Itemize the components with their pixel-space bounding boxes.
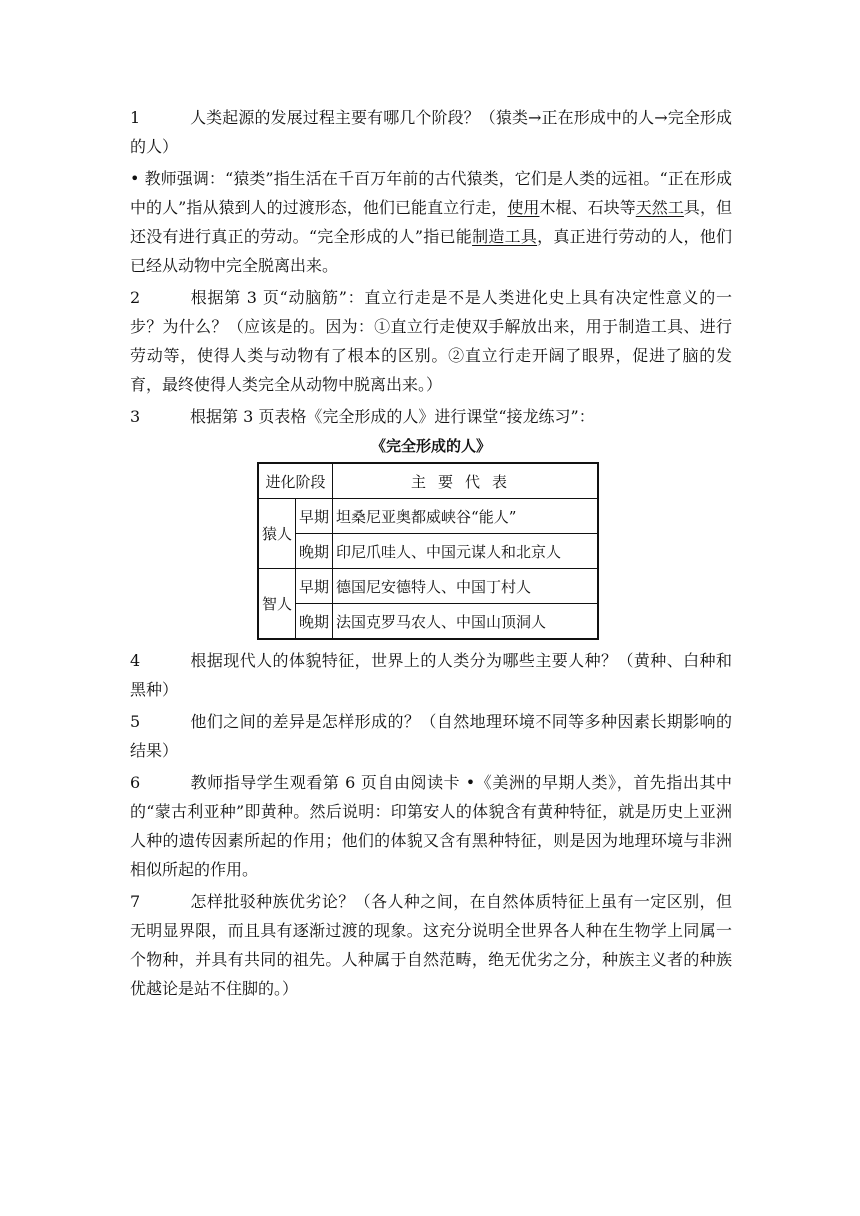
period-cell: 晚期 — [296, 604, 333, 640]
paragraph-number: 5 — [130, 712, 141, 731]
paragraph-number: 1 — [130, 108, 141, 127]
underlined-term: 制造工具 — [472, 227, 538, 246]
table-row — [258, 534, 598, 569]
underlined-term: 天然工 — [635, 198, 684, 217]
teacher-note — [130, 164, 732, 280]
group-cell-apeman: 猿人 — [258, 499, 296, 569]
paragraph-number: 4 — [130, 651, 141, 670]
header-representatives: 主要代表 — [333, 463, 599, 499]
representative-cell: 坦桑尼亚奥都威峡谷“能人” — [333, 499, 599, 534]
group-cell-sapiens: 智人 — [258, 569, 296, 640]
representative-cell: 印尼爪哇人、中国元谋人和北京人 — [333, 534, 599, 569]
table-row — [258, 499, 598, 534]
paragraph-6 — [130, 768, 732, 884]
paragraph-text: 人类起源的发展过程主要有哪几个阶段？（猿类→正在形成中的人→完全形成的人） — [130, 108, 732, 156]
table-row — [258, 604, 598, 640]
period-cell: 晚期 — [296, 534, 333, 569]
note-text: • 教师强调：“猿类”指生活在千百万年前的古代猿类，它们是人类的远祖。“正在形成中的人”指从猿到人的过渡形态，他们已能直立行走， — [130, 169, 732, 217]
paragraph-number: 7 — [130, 892, 141, 911]
paragraph-number: 2 — [130, 288, 141, 307]
header-stage: 进化阶段 — [258, 463, 333, 499]
paragraph-2 — [130, 283, 732, 399]
note-text: 具，但还没有进行真正的劳动。“完全形成的人”指已能 — [130, 198, 732, 246]
period-cell: 早期 — [296, 499, 333, 534]
note-text: ，真正进行劳动的人，他们已经从动物中完全脱离出来。 — [130, 227, 732, 275]
representative-cell: 德国尼安德特人、中国丁村人 — [333, 569, 599, 604]
document-body — [130, 103, 732, 1006]
table-header-row — [258, 463, 598, 499]
paragraph-text: 根据第 3 页表格《完全形成的人》进行课堂“接龙练习”： — [190, 407, 595, 426]
paragraph-3 — [130, 402, 732, 431]
paragraph-text: 怎样批驳种族优劣论？（各人种之间，在自然体质特征上虽有一定区别，但无明显界限，而且具有逐渐过渡的现象。这充分说明全世界各人种在生物学上同属一个物种，并具有共同的祖先。人种属于自然范畴，绝无优劣之分，种族主义者的种族优越论是站不住脚的。） — [130, 892, 732, 998]
period-cell: 早期 — [296, 569, 333, 604]
underlined-term: 使用 — [507, 198, 540, 217]
paragraph-5 — [130, 707, 732, 765]
paragraph-4 — [130, 646, 732, 704]
paragraph-text: 根据第 3 页“动脑筋”：直立行走是不是人类进化史上具有决定性意义的一步？为什么？（应该是的。因为：①直立行走使双手解放出来，用于制造工具、进行劳动等，使得人类与动物有了根本的区别。②直立行走开阔了眼界，促进了脑的发育，最终使得人类完全从动物中脱离出来。） — [130, 288, 732, 394]
paragraph-number: 6 — [130, 773, 141, 792]
paragraph-number: 3 — [130, 407, 141, 426]
paragraph-1 — [130, 103, 732, 161]
representative-cell: 法国克罗马农人、中国山顶洞人 — [333, 604, 599, 640]
evolution-table — [257, 462, 599, 640]
table-row — [258, 569, 598, 604]
table-title: 《完全形成的人》 — [370, 437, 491, 455]
paragraph-7 — [130, 887, 732, 1003]
paragraph-text: 他们之间的差异是怎样形成的？（自然地理环境不同等多种因素长期影响的结果） — [130, 712, 732, 760]
paragraph-text: 根据现代人的体貌特征，世界上的人类分为哪些主要人种？（黄种、白种和黑种） — [130, 651, 732, 699]
note-text: 木棍、石块等 — [539, 198, 636, 217]
paragraph-text: 教师指导学生观看第 6 页自由阅读卡 •《美洲的早期人类》，首先指出其中的“蒙古利亚种”即黄种。然后说明：印第安人的体貌含有黄种特征，就是历史上亚洲人种的遗传因素所起的作用；他们的体貌又含有黑种特征，则是因为地理环境与非洲相似所起的作用。 — [130, 773, 732, 879]
